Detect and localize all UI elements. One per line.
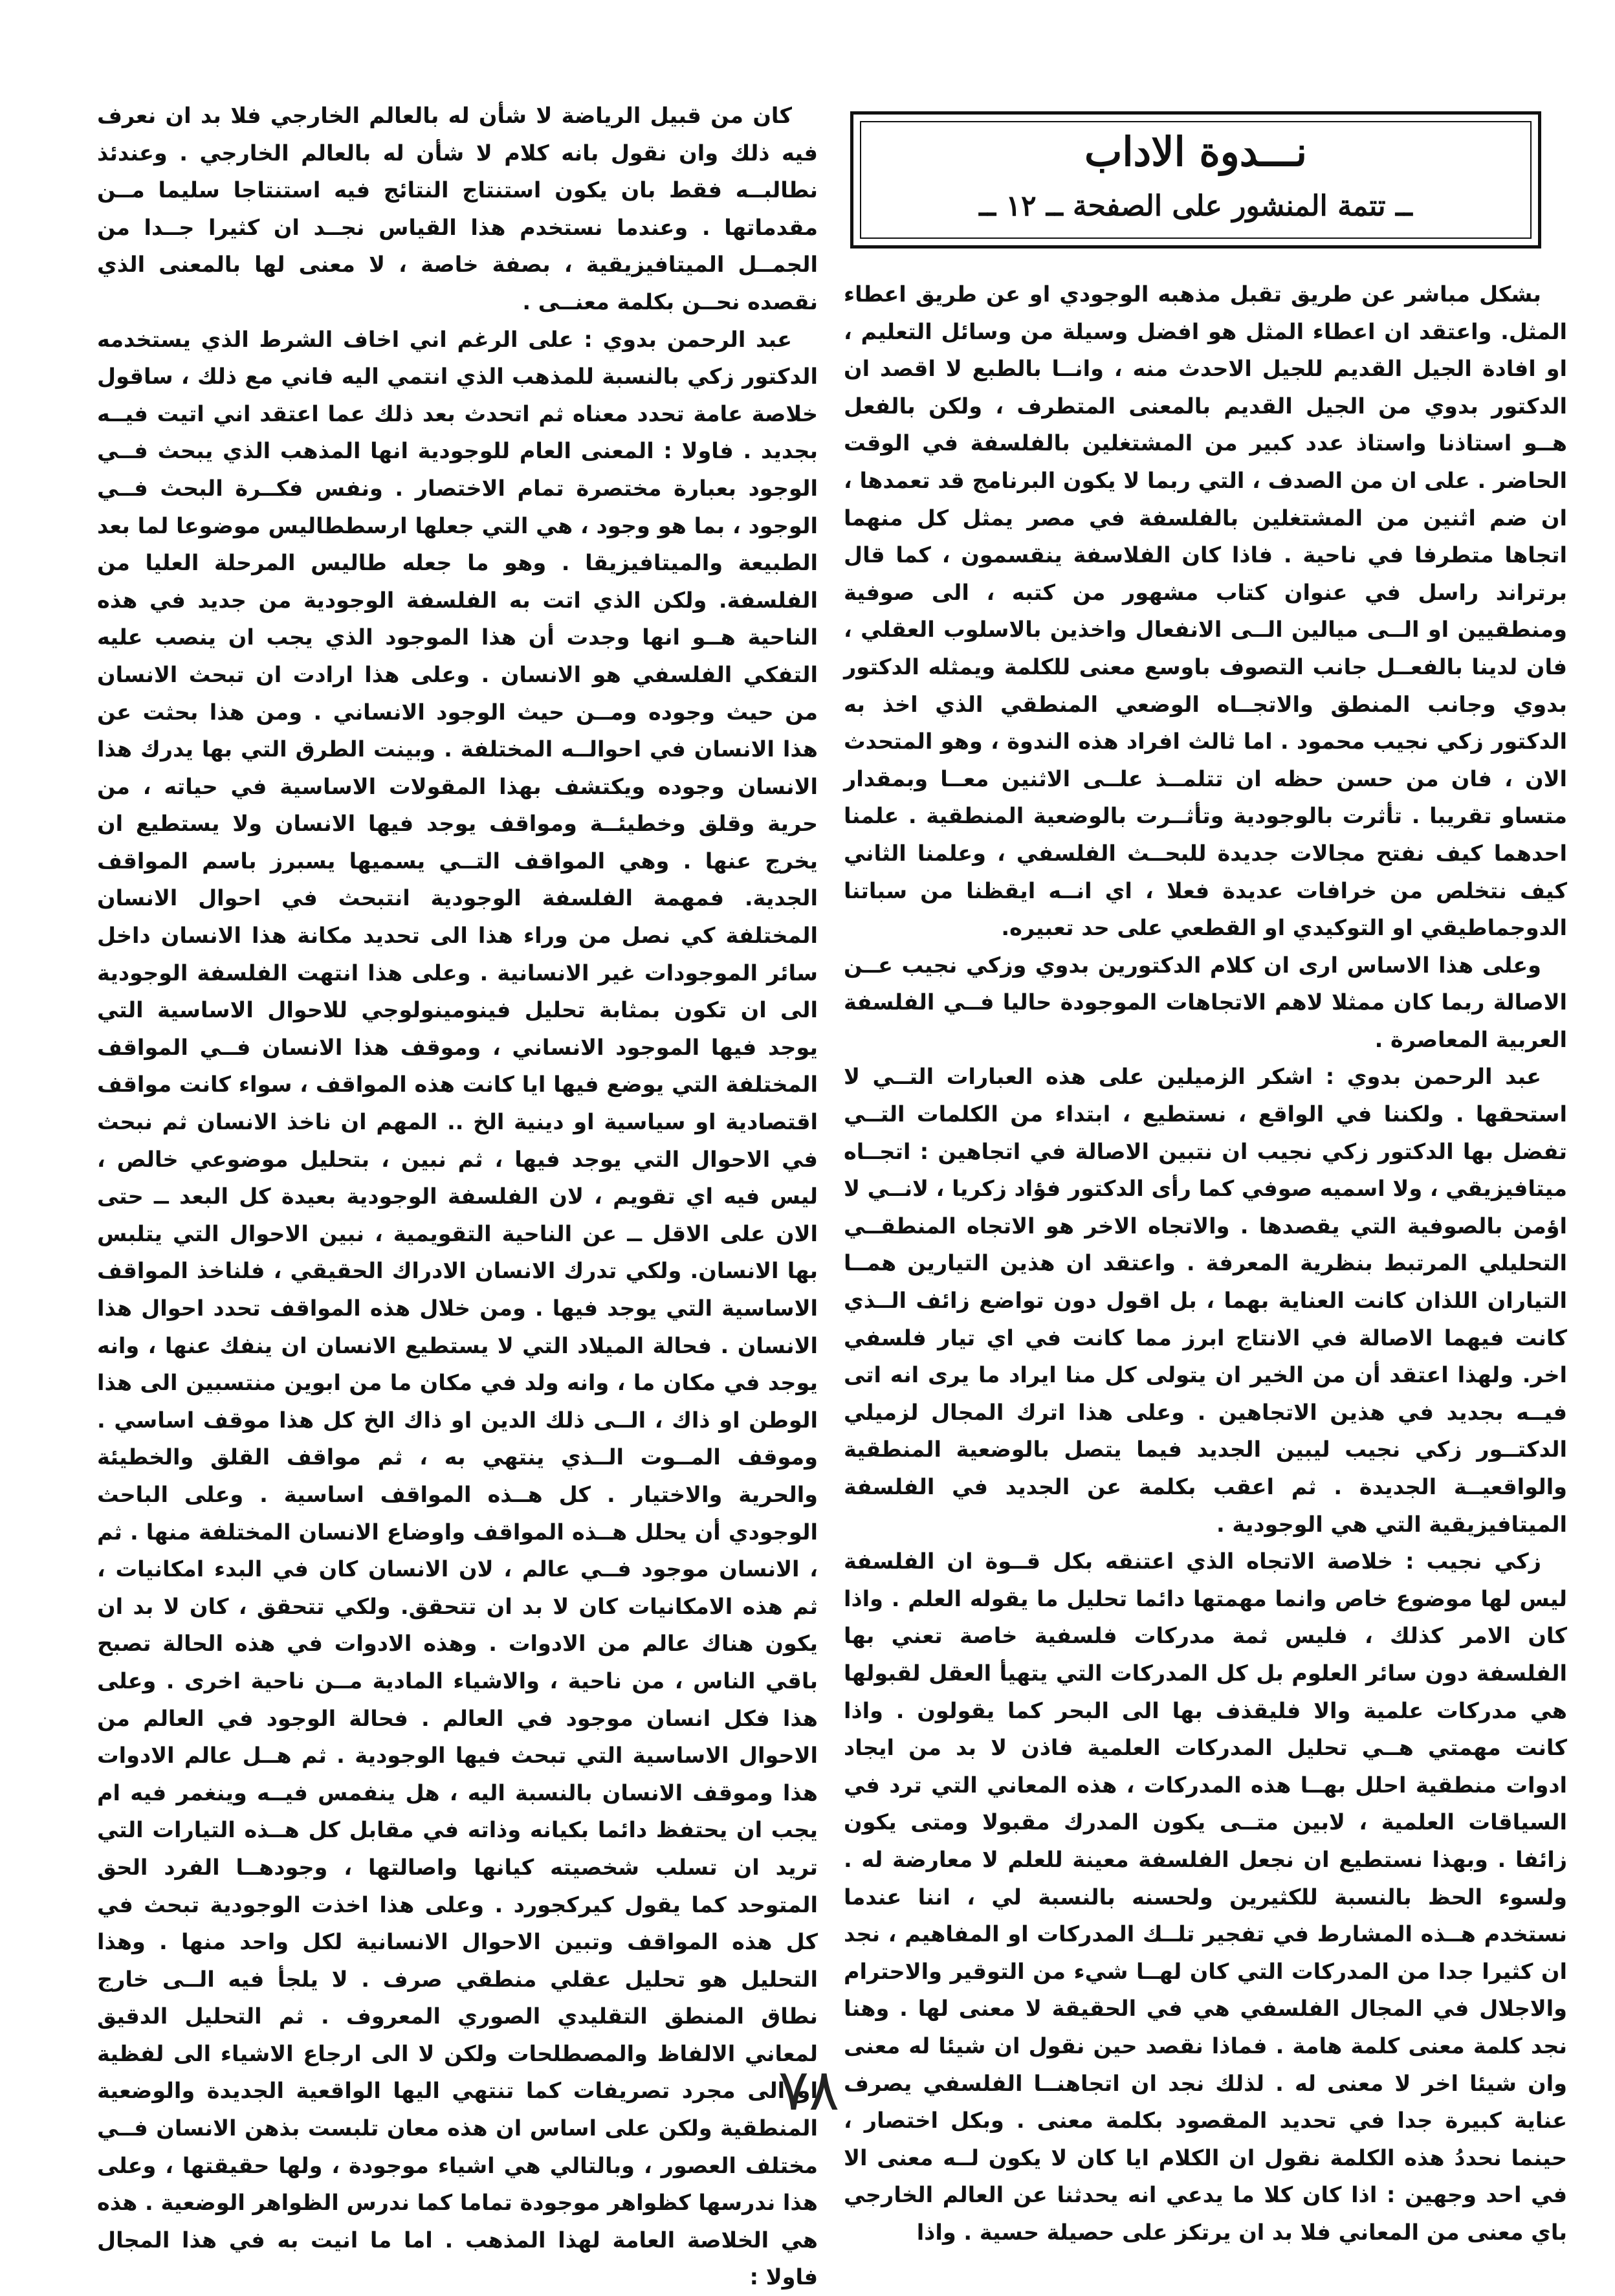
section-title: نـــدوة الاداب — [1084, 128, 1308, 175]
paragraph: كان من قبيل الرياضة لا شأن له بالعالم الخارجي فلا بد ان نعرف فيه ذلك وان نقول بانه كلام لا شأن له بالعالم الخارجي . وعندئذ نطالبــه فقط بان يكون استنتاج النتائج فيه استنتاجا سليما مــن مقدماتها . وعندما نستخدم هذا القياس نجــد ان كثيرا جــدا من الجمــل الميتافيزيقية ، بصفة خاصة ، لا معنى لها بالمعنى الذي نقصده نحــن بكلمة معنــى . — [97, 103, 818, 315]
paragraph: بشكل مباشر عن طريق تقبل مذهبه الوجودي او عن طريق اعطاء المثل. واعتقد ان اعطاء المثل هو افضل وسيلة من وسائل التعليم ، او افادة الجيل القديم للجيل الاحدث منه ، وانــا بالطبع لا اقصد ان الدكتور بدوي من الجيل القديم بالمعنى المتطرف ، ولكن بالفعل هــو استاذنا واستاذ عدد كبير من المشتغلين بالفلسفة في الوقت الحاضر . على ان من الصدف ، التي ربما لا يكون البرنامج قد تعمدها ، ان ضم اثنين من المشتغلين بالفلسفة في مصر يمثل كل منهما اتجاها متطرفا في ناحية . فاذا كان الفلاسفة ينقسمون ، كما قال برتراند راسل في عنوان كتاب مشهور من كتبه ، الى صوفية ومنطقيين او الــى ميالين الــى الانفعال واخذين بالاسلوب العقلي ، فان لدينا بالفعــل جانب التصوف باوسع معنى للكلمة ويمثله الدكتور بدوي وجانب المنطق والاتجــاه الوضعي المنطقي الذي اخذ به الدكتور زكي نجيب محمود . اما ثالث افراد هذه الندوة ، وهو المتحدث الان ، فان من حسن حظه ان تتلمــذ علــى الاثنين معــا وبمقدار متساو تقريبا . تأثرت بالوجودية وتأثــرت بالوضعية المنطقية . علمنا احدهما كيف نفتح مجالات جديدة للبحــث الفلسفي ، وعلمنا الثاني كيف نتخلص من خرافات عديدة فعلا ، اي انــه ايقظنا من سباتنا الدوجماطيقي او التوكيدي او القطعي على حد تعبيره. — [844, 281, 1567, 941]
paragraph: عبد الرحمن بدوي : اشكر الزميلين على هذه العبارات التــي لا استحقها . ولكننا في الواقع ، نستطيع ، ابتداء من الكلمات التــي تفضل بها الدكتور زكي نجيب ان نتبين الاصالة في اتجاهين : اتجــاه ميتافيزيقي ، ولا اسميه صوفي كما رأى الدكتور فؤاد زكريا ، لانــي لا اؤمن بالصوفية التي يقصدها . والاتجاه الاخر هو الاتجاه المنطقــي التحليلي المرتبط بنظرية المعرفة . واعتقد ان هذين التيارين همــا التياران اللذان كانت العناية بهما ، بل اقول دون تواضع زائف الــذي كانت فيهما الاصالة في الانتاج ابرز مما كانت في اي تيار فلسفي اخر. ولهذا اعتقد أن من الخير ان يتولى كل منا ايراد ما يرى انه اتى فيــه بجديد في هذين الاتجاهين . وعلى هذا اترك المجال لزميلي الدكتــور زكي نجيب ليبين الجديد فيما يتصل بالوضعية المنطقية والواقعيــة الجديدة . ثم اعقب بكلمة عن الجديد في الفلسفة الميتافيزيقية التي هي الوجودية . — [844, 1064, 1567, 1537]
paragraph: وعلى هذا الاساس ارى ان كلام الدكتورين بدوي وزكي نجيب عــن الاصالة ربما كان ممثلا لاهم الاتجاهات الموجودة حاليا فــي الفلسفة العربية المعاصرة . — [844, 952, 1567, 1052]
page-number: ٧٨ — [778, 2057, 840, 2123]
paragraph: عبد الرحمن بدوي : على الرغم اني اخاف الشرط الذي يستخدمه الدكتور زكي بالنسبة للمذهب الذي انتمي اليه فاني مع ذلك ، ساقول خلاصة عامة تحدد معناه ثم اتحدث بعد ذلك عما اعتقد اني اتيت فيــه بجديد . فاولا : المعنى العام للوجودية انها المذهب الذي يبحث فــي الوجود بعبارة مختصرة تمام الاختصار . ونفس فكــرة البحث فــي الوجود ، بما هو وجود ، هي التي جعلها ارسططاليس موضوعا لما بعد الطبيعة والميتافيزيقا . وهو ما جعله طاليس المرحلة العليا من الفلسفة. ولكن الذي اتت به الفلسفة الوجودية من جديد في هذه الناحية هــو انها وجدت أن هذا الموجود الذي يجب ان ينصب عليه التفكي الفلسفي هو الانسان . وعلى هذا ارادت ان تبحث الانسان من حيث وجوده ومــن حيث الوجود الانساني . ومن هذا بحثت عن هذا الانسان في احوالــه المختلفة . وبينت الطرق التي بها يدرك هذا الانسان وجوده ويكتشف بهذا المقولات الاساسية في حياته ، من حرية وقلق وخطيئــة ومواقف يوجد فيها الانسان ولا يستطيع ان يخرج عنها . وهي المواقف التــي يسميها يسبرز باسم المواقف الجدية. فمهمة الفلسفة الوجودية انتبحث في احوال الانسان المختلفة كي نصل من وراء هذا الى تحديد مكانة هذا الانسان داخل سائر الموجودات غير الانسانية . وعلى هذا انتهت الفلسفة الوجودية الى ان تكون بمثابة تحليل فينومينولوجي للاحوال الاساسية التي يوجد فيها الموجود الانساني ، وموقف هذا الانسان فــي المواقف المختلفة التي يوضع فيها ايا كانت هذه المواقف ، سواء كانت مواقف اقتصادية او سياسية او دينية الخ .. المهم ان ناخذ الانسان ثم نبحث في الاحوال التي يوجد فيها ، ثم نبين ، بتحليل موضوعي خالص ، ليس فيه اي تقويم ، لان الفلسفة الوجودية بعيدة كل البعد ــ حتى الان على الاقل ــ عن الناحية التقويمية ، نبين الاحوال التي يتلبس بها الانسان. ولكي تدرك الانسان الادراك الحقيقي ، فلناخذ المواقف الاساسية التي يوجد فيها . ومن خلال هذه المواقف تحدد احوال هذا الانسان . فحالة الميلاد التي لا يستطيع الانسان ان ينفك عنها ، وانه يوجد في مكان ما ، وانه ولد في مكان ما من ابوين منتسبين الى هذا الوطن او ذاك ، الــى ذلك الدين او ذاك الخ كل هذا موقف اساسي . وموقف المــوت الــذي ينتهي به ، ثم مواقف القلق والخطيئة والحرية والاختيار . كل هــذه المواقف اساسية . وعلى الباحث الوجودي أن يحلل هــذه المواقف واوضاع الانسان المختلفة منها . ثم ، الانسان موجود فــي عالم ، لان الانسان كان في البدء امكانيات ، ثم هذه الامكانيات كان لا بد ان تتحقق. ولكي تتحقق ، كان لا بد ان يكون هناك عالم من الادوات . وهذه الادوات في هذه الحالة تصبح باقي الناس ، من ناحية ، والاشياء المادية مــن ناحية اخرى . وعلى هذا فكل انسان موجود في العالم . فحالة الوجود في العالم من الاحوال الاساسية التي تبحث فيها الوجودية . ثم هــل عالم الادوات هذا وموقف الانسان بالنسبة اليه ، هل ينفمس فيــه وينغمر فيه ام يجب ان يحتفظ دائما بكيانه وذاته في مقابل كل هــذه التيارات التي تريد ان تسلب شخصيته كيانها واصالتها ، وجودهــا الفرد الحق المتوحد كما يقول كيركجورد . وعلى هذا اخذت الوجودية تبحث في كل هذه المواقف وتبين الاحوال الانسانية لكل واحد منها . وهذا التحليل هو تحليل عقلي منطقي صرف . لا يلجأ فيه الــى خارج نطاق المنطق التقليدي الصوري المعروف . ثم التحليل الدقيق لمعاني الالفاظ والمصطلحات ولكن لا الى ارجاع الاشياء الى لفظية او الى مجرد تصريفات كما تنتهي اليها الواقعية الجديدة والوضعية المنطقية ولكن على اساس ان هذه معان تلبست بذهن الانسان فــي مختلف العصور ، وبالتالي هي اشياء موجودة ، ولها حقيقتها ، وعلى هذا ندرسها كظواهر موجودة تماما كما ندرس الظواهر الوضعية . هذه هي الخلاصة العامة لهذا المذهب . اما ما انيت به في هذا المجال فاولا : — [97, 326, 818, 2290]
continuation-note: ــ تتمة المنشور على الصفحة ــ ١٢ ــ — [979, 190, 1412, 223]
paragraph: زكي نجيب : خلاصة الاتجاه الذي اعتنقه بكل قــوة ان الفلسفة ليس لها موضوع خاص وانما مهمتها دائما تحليل ما يقوله العلم . واذا كان الامر كذلك ، فليس ثمة مدركات فلسفية خاصة تعني بها الفلسفة دون سائر العلوم بل كل المدركات التي يتهيأ العقل لقبولها هي مدركات علمية والا فليقذف بها الى البحر كما يقولون . واذا كانت مهمتي هــي تحليل المدركات العلمية فاذن لا بد من ايجاد ادوات منطقية احلل بهــا هذه المدركات ، هذه المعاني التي ترد في السياقات العلمية ، لابين متــى يكون المدرك مقبولا ومتى يكون زائفا . وبهذا نستطيع ان نجعل الفلسفة معينة للعلم لا معارضة له . ولسوء الحظ بالنسبة للكثيرين ولحسنه بالنسبة لي ، اننا عندما نستخدم هــذه المشارط في تفجير تلــك المدركات او المفاهيم ، نجد ان كثيرا جدا من المدركات التي كان لهــا شيء من التوقير والاحترام والاجلال في المجال الفلسفي هي في الحقيقة لا معنى لها . وهنا نجد كلمة معنى كلمة هامة . فماذا نقصد حين نقول ان شيئا له معنى وان شيئا اخر لا معنى له . لذلك نجد ان اتجاهنــا الفلسفي يصرف عناية كبيرة جدا في تحديد المقصود بكلمة معنى . وبكل اختصار ، حينما نحددُ هذه الكلمة نقول ان الكلام ايا كان لا يكون لــه معنى الا في احد وجهين : اذا كان كلا ما يدعي انه يحدثنا عن العالم الخارجي باي معنى من المعاني فلا بد ان يرتكز على حصيلة حسية . واذا — [844, 1549, 1567, 2245]
right-column — [844, 97, 1567, 2251]
right-column-text — [844, 276, 1567, 2251]
left-column-text — [97, 97, 818, 2296]
left-column — [97, 97, 818, 2296]
